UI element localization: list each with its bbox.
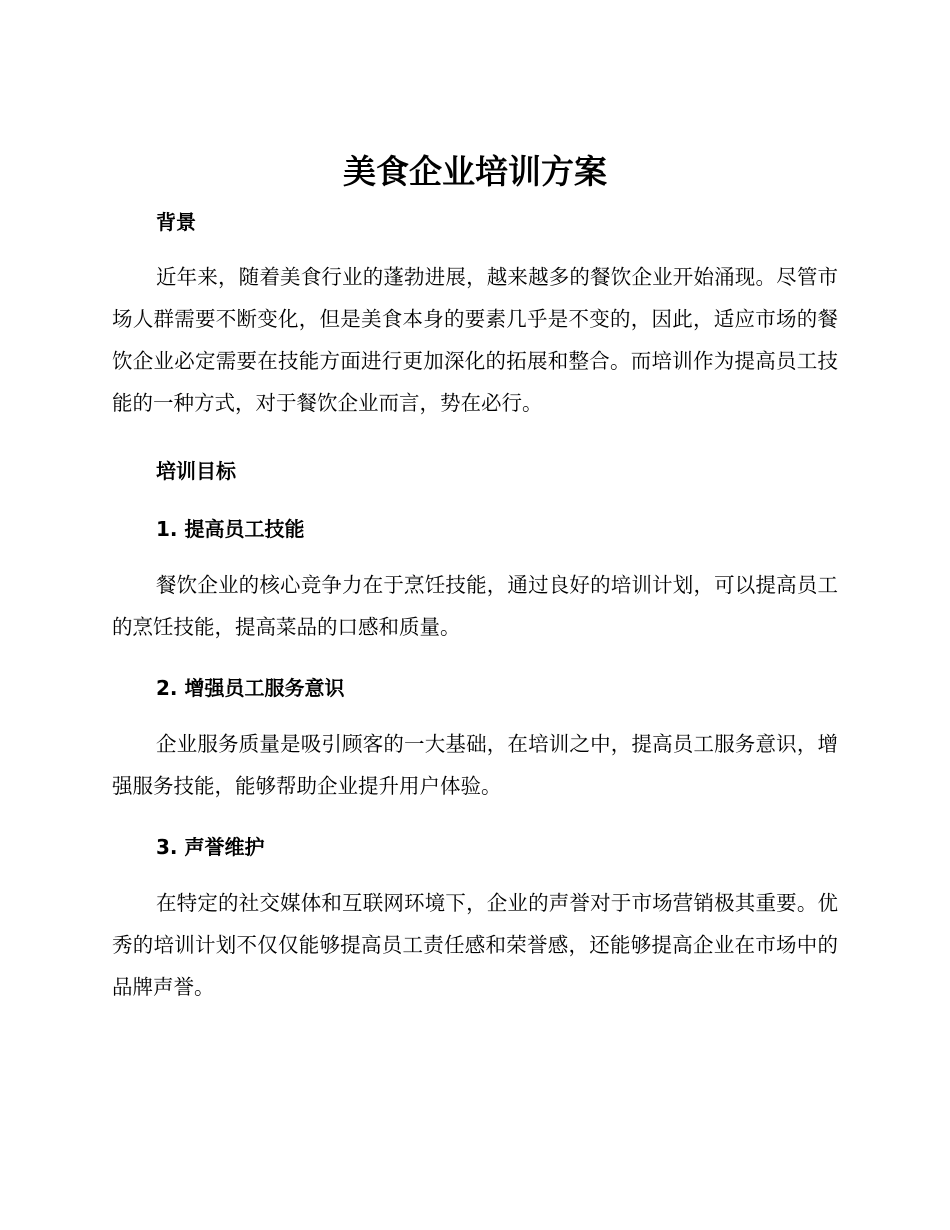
section-paragraph-reputation: 在特定的社交媒体和互联网环境下，企业的声誉对于市场营销极其重要。优秀的培训计划不仅仅能够提高员工责任感和荣誉感，还能够提高企业在市场中的品牌声誉。 xyxy=(112,891,838,999)
document-title: 美食企业培训方案 xyxy=(343,152,607,191)
section-heading-training-goals: 培训目标 xyxy=(156,459,236,483)
section-paragraph-service-awareness: 企业服务质量是吸引顾客的一大基础，在培训之中，提高员工服务意识，增强服务技能，能够帮助企业提升用户体验。 xyxy=(112,732,838,798)
section-paragraph-background: 近年来，随着美食行业的蓬勃进展，越来越多的餐饮企业开始涌现。尽管市场人群需要不断变化，但是美食本身的要素几乎是不变的，因此，适应市场的餐饮企业必定需要在技能方面进行更加深化的拓展和整合。而培训作为提高员工技能的一种方式，对于餐饮企业而言，势在必行。 xyxy=(112,265,838,415)
section-heading-improve-skills: 1. 提高员工技能 xyxy=(156,517,305,541)
section-paragraph-improve-skills: 餐饮企业的核心竞争力在于烹饪技能，通过良好的培训计划，可以提高员工的烹饪技能，提高菜品的口感和质量。 xyxy=(112,573,838,639)
section-heading-service-awareness: 2. 增强员工服务意识 xyxy=(156,676,345,700)
section-heading-reputation: 3. 声誉维护 xyxy=(156,835,265,859)
section-heading-background: 背景 xyxy=(156,210,196,234)
